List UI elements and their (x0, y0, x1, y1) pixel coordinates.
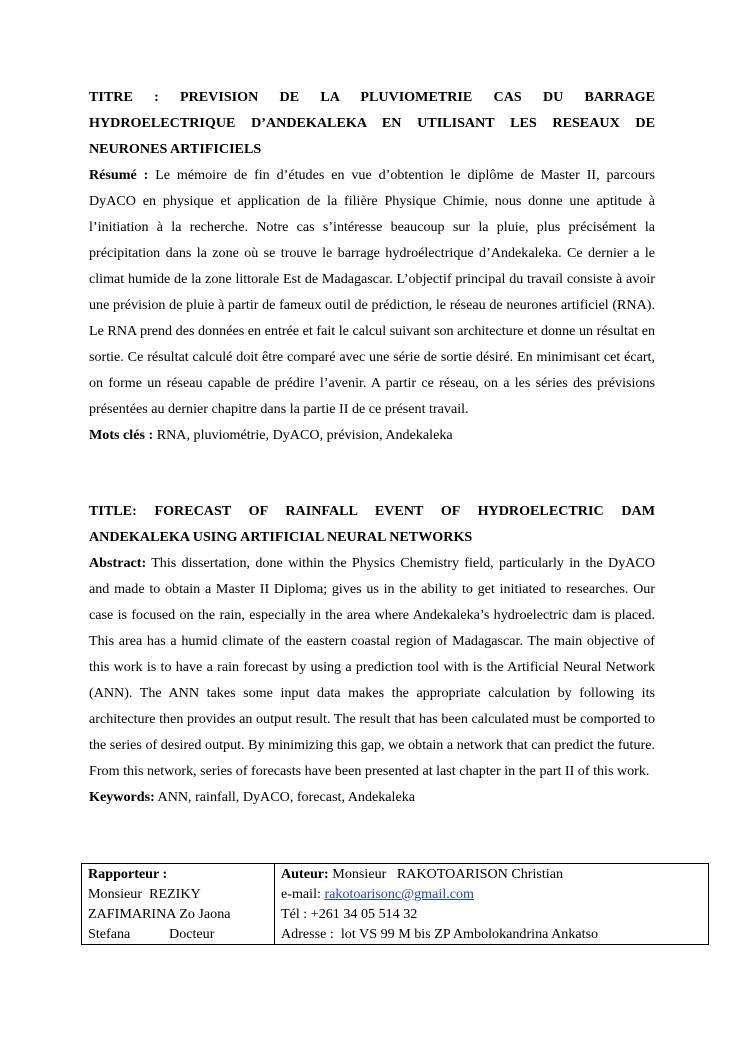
abstract-label: Abstract: (89, 555, 147, 571)
rapporteur-line-2: ZAFIMARINA Zo Jaona (88, 906, 231, 922)
french-keywords-label: Mots clés : (89, 427, 154, 443)
english-title: TITLE: FORECAST OF RAINFALL EVENT OF HYDROELECTRIC DAM ANDEKALEKA USING ARTIFICIAL NEURAL NETWORKS (89, 503, 655, 545)
english-section (89, 498, 655, 810)
english-keywords-text: ANN, rainfall, DyACO, forecast, Andekaleka (157, 789, 416, 805)
author-name: Monsieur RAKOTOARISON Christian (332, 866, 564, 882)
rapporteur-label: Rapporteur : (88, 866, 168, 882)
french-keywords (89, 422, 655, 448)
author-cell (275, 864, 709, 945)
author-label: Auteur: (281, 866, 329, 882)
french-title: TITRE : PREVISION DE LA PLUVIOMETRIE CAS DU BARRAGE HYDROELECTRIQUE D’ANDEKALEKA EN UTILISANT LES RESEAUX DE NEURONES ARTIFICIELS (89, 89, 655, 157)
summary-label: Résumé : (89, 167, 149, 183)
address-line: Adresse : lot VS 99 M bis ZP Ambolokandrina Ankatso (281, 926, 599, 942)
summary-text: Le mémoire de fin d’études en vue d’obtention le diplôme de Master II, parcours DyACO en physique et application de la filière Physique Chimie, nous donne une aptitude à l’initiation à la recherche. Notre cas s’intéresse beaucoup sur la pluie, plus précisément la précipitation dans la zone où se trouve le barrage hydroélectrique d’Andekaleka. Ce dernier a le climat humide de la zone littorale Est de Madagascar. L’objectif principal du travail consiste à avoir une prévision de pluie à partir de fameux outil de prédiction, le réseau de neurones artificiel (RNA). Le RNA prend des données en entrée et fait le calcul suivant son architecture et donne un résultat en sortie. Ce résultat calculé doit être comparé avec une série de sortie désiré. En minimisant cet écart, on forme un réseau capable de prédire l’avenir. A partir ce réseau, on a les séries des prévisions présentées au dernier chapitre dans la partie II de ce présent travail. (89, 167, 655, 417)
tel-line: Tél : +261 34 05 514 32 (281, 906, 418, 922)
english-keywords (89, 784, 655, 810)
french-summary (89, 162, 655, 422)
contact-table (81, 863, 709, 945)
abstract-text: This dissertation, done within the Physics Chemistry field, particularly in the DyACO and made to obtain a Master II Diploma; gives us in the ability to get initiated to researches. Our case is focused on the rain, especially in the area where Andekaleka’s hydroelectric dam is placed. This area has a humid climate of the eastern coastal region of Madagascar. The main objective of this work is to have a rain forecast by using a prediction tool with is the Artificial Neural Network (ANN). The ANN takes some input data makes the appropriate calculation by following its architecture then provides an output result. The result that has been calculated must be comported to the series of desired output. By minimizing this gap, we obtain a network that can predict the future. From this network, series of forecasts have been presented at last chapter in the part II of this work. (89, 555, 655, 779)
rapporteur-cell (82, 864, 275, 945)
english-keywords-label: Keywords: (89, 789, 155, 805)
rapporteur-line-1: Monsieur REZIKY (88, 886, 201, 902)
french-keywords-text: RNA, pluviométrie, DyACO, prévision, Andekaleka (156, 427, 453, 443)
french-section (89, 84, 655, 448)
author-line (281, 864, 702, 884)
email-label: e-mail: (281, 886, 321, 902)
rapporteur-line-3: Stefana Docteur (88, 926, 215, 942)
email-link[interactable]: rakotoarisonc@gmail.com (324, 886, 475, 902)
email-line (281, 884, 702, 904)
english-abstract (89, 550, 655, 784)
contact-row (82, 864, 709, 945)
